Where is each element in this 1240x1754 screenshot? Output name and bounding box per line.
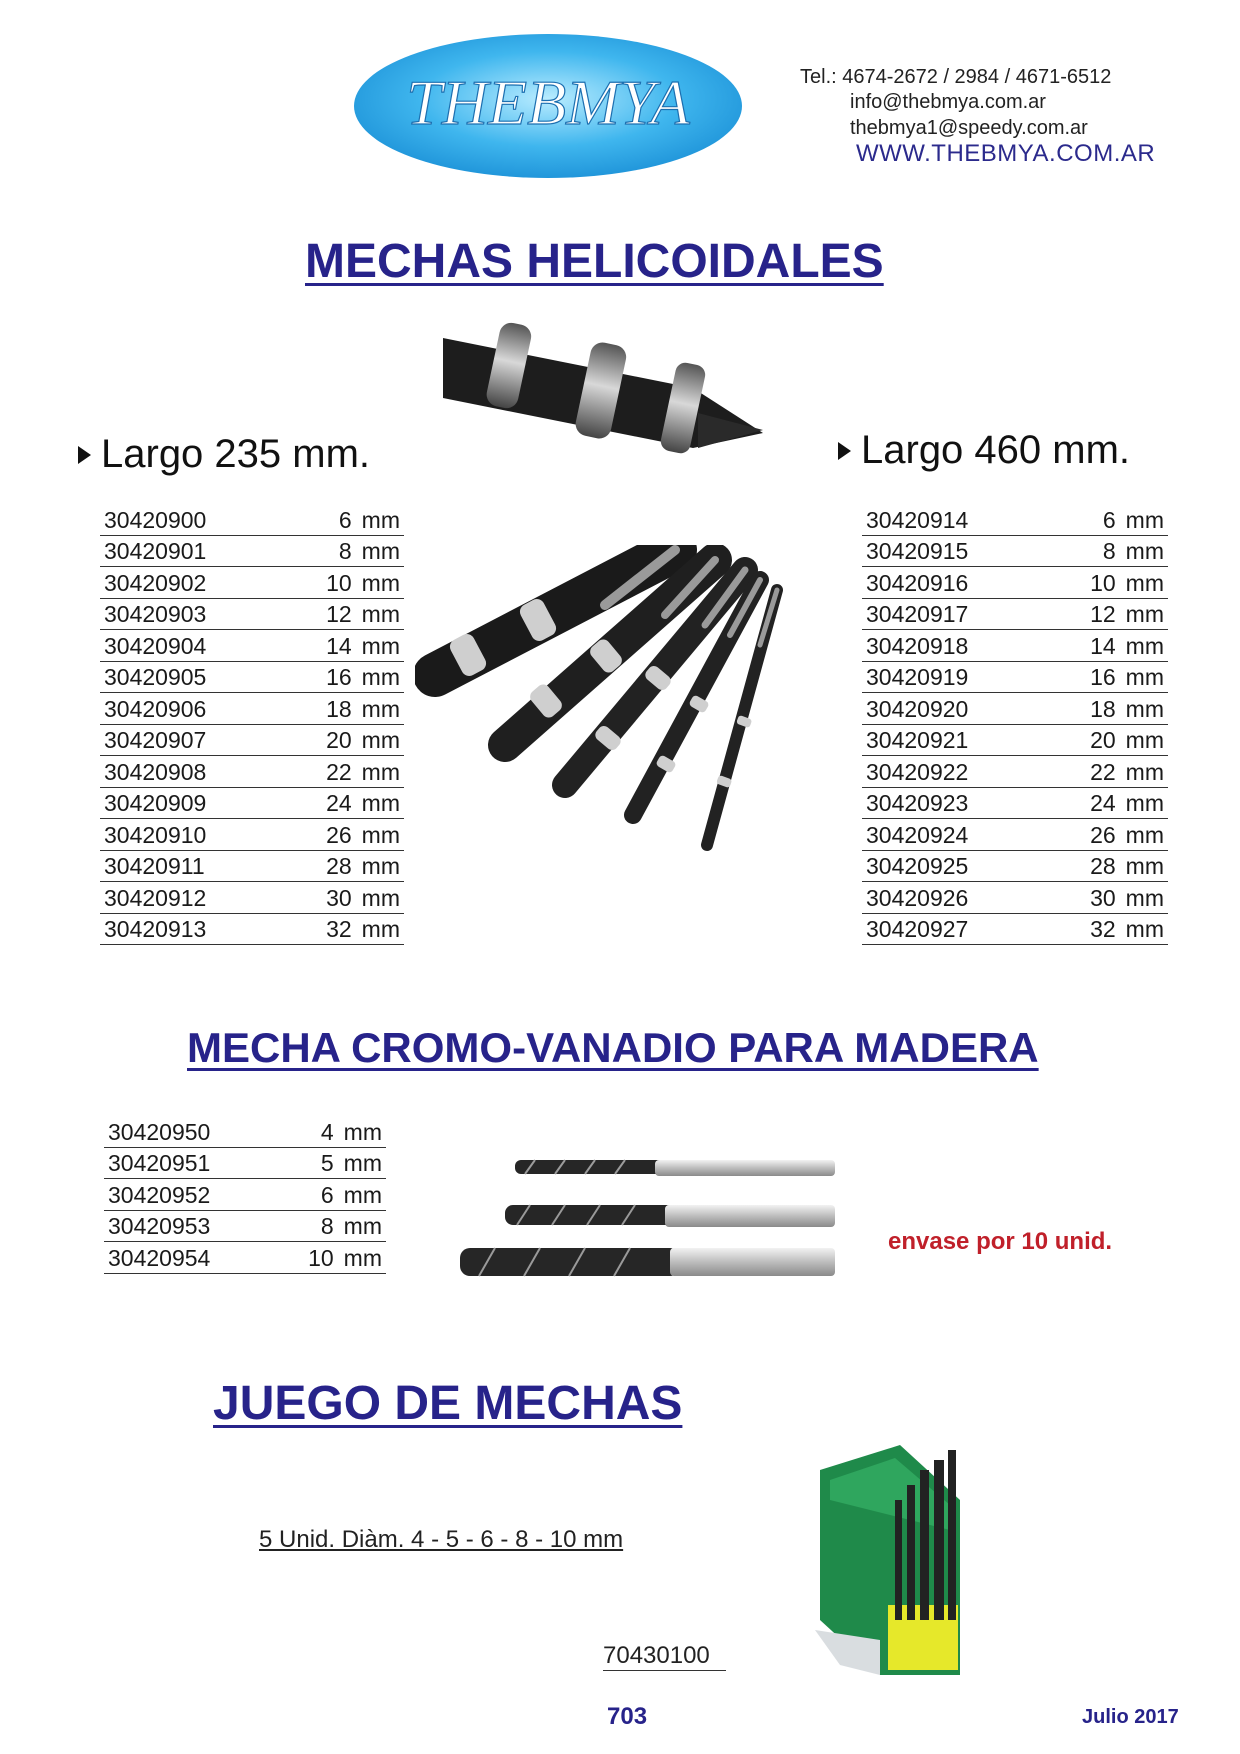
part-row <box>100 788 404 820</box>
part-size-value: 8 <box>320 1213 334 1239</box>
length-460-label <box>838 428 1130 473</box>
part-size-value: 30 <box>326 884 352 911</box>
part-code: 30420915 <box>866 538 969 564</box>
part-size-value: 22 <box>1090 758 1116 785</box>
part-size-value: 30 <box>1090 884 1116 911</box>
part-row <box>862 725 1168 757</box>
part-size <box>326 570 400 597</box>
part-row <box>862 599 1168 631</box>
part-code: 30420923 <box>866 790 969 816</box>
part-size-value: 28 <box>326 853 352 879</box>
part-size-value: 18 <box>326 695 352 722</box>
part-row <box>100 567 404 599</box>
part-row <box>104 1179 386 1211</box>
part-size-value: 6 <box>338 506 352 533</box>
part-size <box>326 790 400 817</box>
part-row <box>100 599 404 631</box>
part-code: 30420914 <box>866 506 969 533</box>
part-code: 30420909 <box>104 790 207 816</box>
part-size-unit: mm <box>1125 916 1164 942</box>
part-row <box>100 819 404 851</box>
part-code: 30420952 <box>108 1181 211 1208</box>
part-size <box>1090 916 1164 943</box>
parts-list-cromo-vanadio <box>104 1116 386 1274</box>
part-size-unit: mm <box>361 853 400 879</box>
section-title-helicoidales: MECHAS HELICOIDALES <box>305 235 884 288</box>
part-size-unit: mm <box>1125 790 1164 816</box>
part-size-value: 22 <box>326 758 352 785</box>
part-code: 30420954 <box>108 1244 211 1271</box>
part-size-unit: mm <box>361 601 400 627</box>
part-size <box>1090 570 1164 597</box>
part-code: 30420918 <box>866 632 969 659</box>
part-size-unit: mm <box>1125 632 1164 659</box>
part-row <box>862 851 1168 883</box>
part-size-unit: mm <box>1125 884 1164 911</box>
part-size-unit: mm <box>1125 506 1164 533</box>
part-code: 30420927 <box>866 916 969 942</box>
part-size-unit: mm <box>1125 758 1164 785</box>
part-row <box>104 1148 386 1180</box>
part-row <box>104 1116 386 1148</box>
part-code: 30420912 <box>104 884 207 911</box>
part-size <box>1103 507 1164 534</box>
part-size <box>326 853 400 880</box>
part-row <box>104 1242 386 1274</box>
part-size <box>326 727 400 754</box>
part-size-unit: mm <box>1125 601 1164 627</box>
auger-bits-set-image <box>415 545 835 880</box>
part-size-value: 8 <box>1102 538 1116 564</box>
part-size <box>321 1213 382 1240</box>
part-size-value: 14 <box>326 632 352 659</box>
part-code: 30420921 <box>866 727 969 753</box>
part-row <box>862 567 1168 599</box>
part-row <box>100 756 404 788</box>
part-size-unit: mm <box>1125 727 1164 753</box>
part-size-unit: mm <box>343 1118 382 1145</box>
part-size-value: 6 <box>1102 506 1116 533</box>
part-row <box>862 914 1168 946</box>
part-row <box>862 882 1168 914</box>
part-size <box>339 538 400 565</box>
part-row <box>862 662 1168 694</box>
part-size <box>1103 538 1164 565</box>
part-row <box>100 693 404 725</box>
part-size <box>339 507 400 534</box>
part-size <box>1090 853 1164 880</box>
part-size-value: 8 <box>338 538 352 564</box>
part-size <box>326 601 400 628</box>
part-code: 30420900 <box>104 506 207 533</box>
part-size-value: 26 <box>326 821 352 848</box>
length-460-text: Largo 460 mm. <box>861 428 1131 472</box>
part-size-value: 12 <box>326 601 352 627</box>
part-size <box>326 633 400 660</box>
part-code: 30420901 <box>104 538 207 564</box>
section-title-cromo-vanadio: MECHA CROMO-VANADIO PARA MADERA <box>187 1024 1039 1071</box>
part-size <box>308 1245 382 1272</box>
part-row <box>862 693 1168 725</box>
part-size-unit: mm <box>343 1181 382 1208</box>
drill-set-case-image <box>810 1440 980 1685</box>
part-code: 30420908 <box>104 758 207 785</box>
email-info[interactable]: info@thebmya.com.ar <box>850 91 1046 113</box>
section-title-juego: JUEGO DE MECHAS <box>213 1377 683 1430</box>
part-code: 30420920 <box>866 695 969 722</box>
part-size-unit: mm <box>361 695 400 722</box>
company-logo <box>352 32 744 180</box>
part-code: 30420903 <box>104 601 207 627</box>
part-size-unit: mm <box>361 569 400 596</box>
logo-text: THEBMYA <box>406 67 690 138</box>
parts-list-460 <box>862 504 1168 945</box>
part-code: 30420902 <box>104 569 207 596</box>
part-code: 30420926 <box>866 884 969 911</box>
part-size-unit: mm <box>361 727 400 753</box>
part-size <box>326 822 400 849</box>
part-row <box>862 504 1168 536</box>
part-code: 30420922 <box>866 758 969 785</box>
part-size-unit: mm <box>1125 664 1164 690</box>
part-row <box>100 882 404 914</box>
part-code: 30420950 <box>108 1118 211 1145</box>
part-size-unit: mm <box>361 632 400 659</box>
part-row <box>100 504 404 536</box>
part-size-value: 16 <box>1090 664 1116 690</box>
package-note: envase por 10 unid. <box>888 1228 1113 1255</box>
set-description: 5 Unid. Diàm. 4 - 5 - 6 - 8 - 10 mm <box>259 1526 624 1553</box>
part-row <box>100 725 404 757</box>
part-row <box>100 536 404 568</box>
part-size-unit: mm <box>1125 569 1164 596</box>
part-code: 30420910 <box>104 821 207 848</box>
part-size <box>326 759 400 786</box>
part-size-value: 4 <box>320 1118 334 1145</box>
parts-list-235 <box>100 504 404 945</box>
part-row <box>862 630 1168 662</box>
phone-text: Tel.: 4674-2672 / 2984 / 4671-6512 <box>800 66 1112 88</box>
auger-bit-closeup-image <box>443 318 763 488</box>
part-code: 30420917 <box>866 601 969 627</box>
part-size-value: 32 <box>1090 916 1116 942</box>
part-size-value: 10 <box>1090 569 1116 596</box>
part-size-value: 6 <box>320 1181 334 1208</box>
part-size-value: 18 <box>1090 695 1116 722</box>
part-row <box>100 914 404 946</box>
part-size-value: 10 <box>326 569 352 596</box>
length-235-label <box>78 432 370 477</box>
set-code: 70430100 <box>603 1642 726 1671</box>
part-size <box>326 664 400 691</box>
part-size <box>1090 696 1164 723</box>
part-size-value: 24 <box>326 790 352 816</box>
part-size-unit: mm <box>361 538 400 564</box>
part-row <box>862 788 1168 820</box>
part-size <box>326 885 400 912</box>
part-size-value: 24 <box>1090 790 1116 816</box>
part-row <box>100 662 404 694</box>
part-size-unit: mm <box>343 1213 382 1239</box>
part-code: 30420904 <box>104 632 207 659</box>
part-size-unit: mm <box>361 664 400 690</box>
part-code: 30420916 <box>866 569 969 596</box>
part-size-unit: mm <box>1125 695 1164 722</box>
part-size <box>1090 885 1164 912</box>
part-size-value: 14 <box>1090 632 1116 659</box>
part-row <box>862 756 1168 788</box>
part-size-value: 28 <box>1090 853 1116 879</box>
part-size-unit: mm <box>361 758 400 785</box>
part-size <box>1090 633 1164 660</box>
part-code: 30420907 <box>104 727 207 753</box>
part-size-value: 26 <box>1090 821 1116 848</box>
page-number: 703 <box>607 1703 648 1730</box>
part-code: 30420951 <box>108 1150 211 1176</box>
part-size <box>1090 727 1164 754</box>
part-size-unit: mm <box>343 1150 382 1176</box>
part-code: 30420919 <box>866 664 969 690</box>
part-row <box>100 851 404 883</box>
length-235-text: Largo 235 mm. <box>101 432 371 476</box>
part-size-unit: mm <box>343 1244 382 1271</box>
part-size-unit: mm <box>361 916 400 942</box>
part-size <box>321 1119 382 1146</box>
part-size <box>1090 759 1164 786</box>
part-size-value: 5 <box>320 1150 334 1176</box>
part-code: 30420953 <box>108 1213 211 1239</box>
part-size-unit: mm <box>1125 538 1164 564</box>
part-size <box>326 916 400 943</box>
part-size <box>321 1182 382 1209</box>
footer-date: Julio 2017 <box>1082 1706 1179 1728</box>
part-size-unit: mm <box>361 884 400 911</box>
part-row <box>862 536 1168 568</box>
part-size <box>1090 601 1164 628</box>
part-row <box>104 1211 386 1243</box>
part-row <box>862 819 1168 851</box>
part-size-value: 20 <box>326 727 352 753</box>
part-size <box>326 696 400 723</box>
part-size <box>1090 790 1164 817</box>
part-size-value: 16 <box>326 664 352 690</box>
part-size-value: 20 <box>1090 727 1116 753</box>
part-size <box>1090 822 1164 849</box>
part-size <box>321 1150 382 1177</box>
triangle-bullet-icon <box>838 442 851 460</box>
part-size-value: 12 <box>1090 601 1116 627</box>
part-row <box>100 630 404 662</box>
part-code: 30420925 <box>866 853 969 879</box>
triangle-bullet-icon <box>78 446 91 464</box>
part-size-unit: mm <box>361 506 400 533</box>
website-link[interactable]: WWW.THEBMYA.COM.AR <box>856 140 1156 167</box>
part-code: 30420911 <box>104 853 205 879</box>
part-size-value: 32 <box>326 916 352 942</box>
part-code: 30420905 <box>104 664 207 690</box>
part-code: 30420913 <box>104 916 207 942</box>
part-size-value: 10 <box>308 1244 334 1271</box>
brad-point-drills-image <box>455 1150 840 1290</box>
email-speedy[interactable]: thebmya1@speedy.com.ar <box>850 117 1088 139</box>
part-code: 30420924 <box>866 821 969 848</box>
part-size-unit: mm <box>1125 821 1164 848</box>
part-size-unit: mm <box>361 821 400 848</box>
part-code: 30420906 <box>104 695 207 722</box>
part-size-unit: mm <box>361 790 400 816</box>
part-size-unit: mm <box>1125 853 1164 879</box>
part-size <box>1090 664 1164 691</box>
